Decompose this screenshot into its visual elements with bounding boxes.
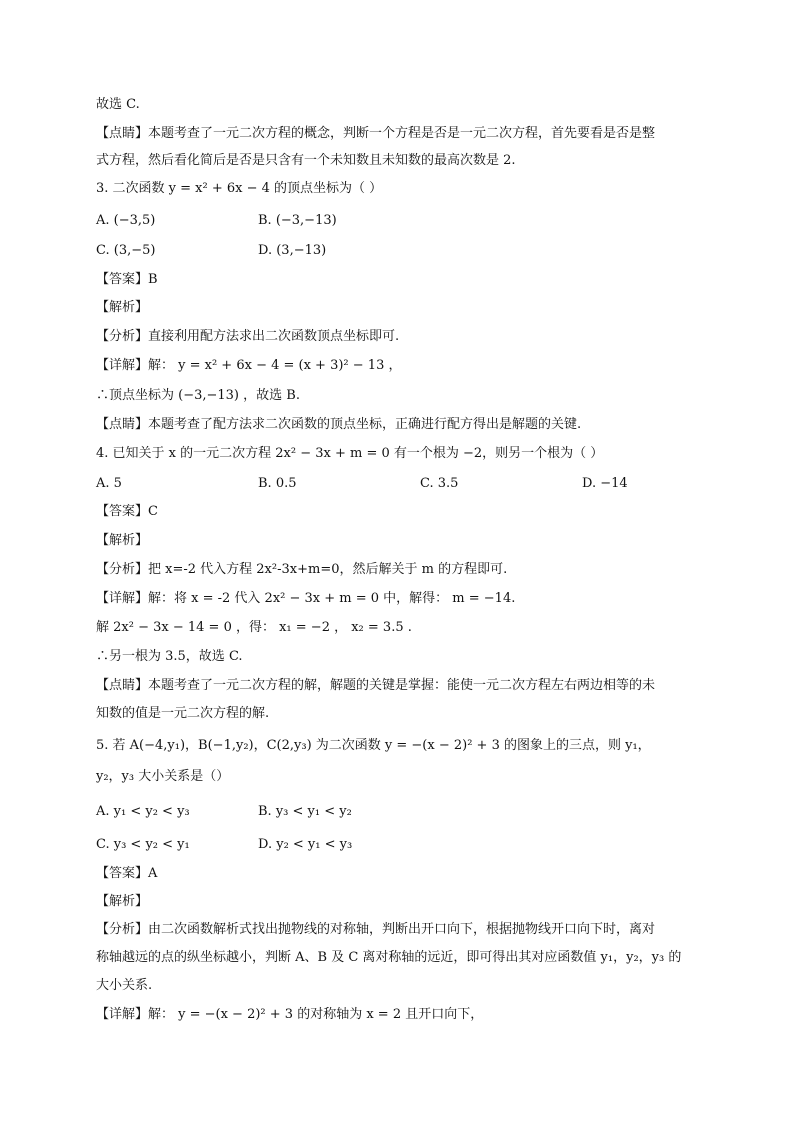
question-3: 3. 二次函数 y = x² + 6x − 4 的顶点坐标为（ ） <box>96 181 383 196</box>
text-line: 解 2x² − 3x − 14 = 0 ，得： x₁ = −2 ， x₂ = 3.5 . <box>96 620 412 635</box>
text-line: 【点睛】本题考查了一元二次方程的解，解题的关键是掌握：能使一元二次方程左右两边相等的未 <box>96 678 656 693</box>
text-line: 【分析】直接利用配方法求出二次函数顶点坐标即可. <box>96 329 400 344</box>
analysis-label: 【解析】 <box>96 533 149 548</box>
text-line: 知数的值是一元二次方程的解. <box>96 706 270 721</box>
option-a: A. (−3,5) <box>96 213 156 228</box>
text-line: 【详解】解： y = −(x − 2)² + 3 的对称轴为 x = 2 且开口向下， <box>96 1007 484 1022</box>
question-5: 5. 若 A(−4,y₁)，B(−1,y₂)，C(2,y₃) 为二次函数 y = −(x − 2)² + 3 的图象上的三点，则 y₁， <box>96 738 651 753</box>
text-line: 【详解】解：将 x = -2 代入 2x² − 3x + m = 0 中，解得： m = −14. <box>96 591 516 606</box>
option-a: A. 5 <box>96 476 122 491</box>
option-a: A. y₁ < y₂ < y₃ <box>96 804 190 819</box>
option-b: B. y₃ < y₁ < y₂ <box>258 804 352 819</box>
question-4: 4. 已知关于 x 的一元二次方程 2x² − 3x + m = 0 有一个根为 −2，则另一个根为（ ） <box>96 446 604 461</box>
text-line: 称轴越远的点的纵坐标越小，判断 A、B 及 C 离对称轴的远近，即可得出其对应函数值 y₁，y₂，y₃ 的 <box>96 950 682 965</box>
answer-label: 【答案】B <box>96 272 158 287</box>
option-b: B. (−3,−13) <box>258 213 337 228</box>
option-c: C. y₃ < y₂ < y₁ <box>96 837 190 852</box>
text-line: 【点睛】本题考查了配方法求二次函数的顶点坐标，正确进行配方得出是解题的关键. <box>96 417 582 432</box>
option-b: B. 0.5 <box>258 476 297 491</box>
analysis-label: 【解析】 <box>96 894 149 909</box>
text-line: y₂，y₃ 大小关系是（） <box>96 769 230 784</box>
text-line: ∴另一根为 3.5，故选 C. <box>96 649 243 664</box>
text-line: 式方程，然后看化简后是否是只含有一个未知数且未知数的最高次数是 2. <box>96 153 516 168</box>
text-line: 【分析】把 x=-2 代入方程 2x²-3x+m=0，然后解关于 m 的方程即可. <box>96 562 508 577</box>
option-c: C. (3,−5) <box>96 243 156 258</box>
option-d: D. (3,−13) <box>258 243 327 258</box>
text-line: 故选 C. <box>96 97 140 112</box>
option-d: D. y₂ < y₁ < y₃ <box>258 837 353 852</box>
text-line: 大小关系. <box>96 978 153 993</box>
option-c: C. 3.5 <box>420 476 459 491</box>
analysis-label: 【解析】 <box>96 300 149 315</box>
option-d: D. −14 <box>582 476 628 491</box>
text-line: 【点睛】本题考查了一元二次方程的概念，判断一个方程是否是一元二次方程，首先要看是否是整 <box>96 126 656 141</box>
answer-label: 【答案】A <box>96 866 158 881</box>
text-line: ∴顶点坐标为 (−3,−13) ，故选 B. <box>96 388 300 403</box>
text-line: 【详解】解： y = x² + 6x − 4 = (x + 3)² − 13 ， <box>96 358 402 373</box>
answer-label: 【答案】C <box>96 504 158 519</box>
text-line: 【分析】由二次函数解析式找出抛物线的对称轴，判断出开口向下，根据抛物线开口向下时，离对 <box>96 922 656 937</box>
